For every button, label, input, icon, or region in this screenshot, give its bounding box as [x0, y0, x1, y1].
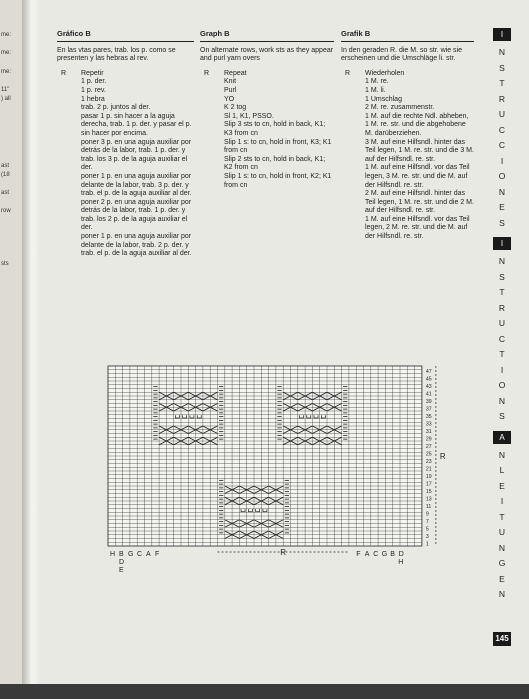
column-intro: In den geraden R. die M. so str. wie sie erscheinen und die Umschläge li. str. — [341, 46, 463, 63]
stitch-letter: D — [119, 559, 125, 566]
row-number: 37 — [425, 406, 432, 413]
row-number: 41 — [425, 391, 432, 398]
legend-step: 2 M. auf eine Hilfsndl. hinter das Teil legen, 1 M. re. str. und die 2 M. auf der Hilfsndl. re. str. — [365, 190, 474, 215]
symbol-legend — [341, 70, 474, 242]
legend-step: Knit — [224, 78, 237, 86]
row-number: 35 — [425, 414, 432, 421]
sidebar-letter: N — [498, 47, 506, 57]
scan-bottom-edge — [0, 684, 529, 699]
symbol-legend — [200, 70, 334, 190]
row-number: 39 — [425, 399, 432, 406]
sidebar-letter: U — [498, 109, 506, 119]
sidebar-highlight-letter: A — [493, 431, 511, 444]
sidebar-highlight-letter: I — [493, 237, 511, 250]
sidebar-letter: E — [499, 480, 505, 491]
sidebar-letter: I — [500, 364, 504, 375]
sidebar-letter: G — [498, 558, 506, 568]
sidebar-letter: I — [500, 496, 504, 506]
legend-step: 1 M. auf die rechte Ndl. abheben, 1 M. re. str. und die abgehobene M. darüberziehen. — [365, 112, 469, 137]
legend-steps — [365, 70, 474, 242]
language-sidebar — [493, 28, 511, 603]
sidebar-letter: N — [498, 449, 506, 460]
instructions-column-english — [200, 30, 334, 190]
legend-step: 1 Umschlag — [365, 95, 402, 103]
symbol-legend — [57, 70, 194, 259]
sidebar-letter: I — [500, 155, 504, 166]
instructions-column-german — [341, 30, 474, 242]
row-number: 45 — [425, 376, 432, 383]
stitch-letter: E — [119, 567, 124, 574]
legend-step: 1 hebra — [81, 95, 105, 103]
legend-step: Sl 1, K1, PSSO. — [224, 112, 274, 120]
column-intro: On alternate rows, work sts as they appear and purl yarn overs — [200, 46, 334, 63]
stitch-letter: A — [146, 551, 151, 558]
legend-step: 2 M. re. zusammenstr. — [365, 104, 435, 112]
row-label: R — [345, 69, 351, 77]
edge-text: ast — [1, 190, 10, 196]
stitch-letter: H — [398, 559, 404, 566]
row-number: 13 — [425, 496, 432, 503]
stitch-letter: F — [155, 551, 160, 558]
sidebar-letter: T — [499, 78, 505, 88]
repeat-label-right: R — [439, 452, 446, 461]
column-intro: En las vtas pares, trab. los p. como se presenten y las hebras al rev. — [57, 46, 176, 63]
book-gutter — [22, 0, 38, 699]
legend-steps — [224, 70, 334, 190]
legend-step: 1 M. auf eine Hilfsndl. vor das Teil legen, 2 M. re. str. und die M. auf der Hilfsndl. re. str. — [365, 215, 470, 241]
legend-step: 1 p. der. — [81, 78, 107, 86]
stitch-letter: A — [364, 551, 370, 558]
legend-step: 1 M. auf eine Hilfsndl. vor das Teil legen, 3 M. re. str. und die M. auf der Hilfsndl. re. str. — [365, 164, 470, 189]
row-number: 1 — [425, 541, 429, 548]
stitch-letter: G — [381, 551, 388, 558]
edge-text: (18 — [1, 172, 10, 178]
sidebar-letter: C — [498, 333, 506, 344]
sidebar-letter: U — [498, 527, 506, 537]
row-number: 23 — [425, 459, 432, 466]
legend-steps — [81, 70, 194, 259]
sidebar-letter: N — [498, 256, 506, 266]
legend-step: YO — [224, 95, 235, 103]
row-number: 33 — [425, 421, 432, 428]
previous-page-edge — [0, 0, 22, 699]
row-number: 17 — [425, 481, 432, 488]
sidebar-letter: E — [499, 202, 505, 212]
legend-step: 1 p. rev. — [81, 86, 106, 94]
repeat-label-bottom: R — [280, 548, 286, 557]
row-number: 29 — [425, 436, 432, 443]
legend-step: Slip 2 sts to cn, hold in back, K1; K2 from cn — [224, 155, 326, 172]
row-number: 11 — [425, 504, 432, 511]
stitch-letter: G — [128, 551, 134, 558]
row-number: 7 — [425, 519, 429, 526]
legend-step: poner 3 p. en una aguja auxiliar por detrás de la labor, trab. 1 p. der. y trab. los 3 p. de la aguja auxiliar el der. — [81, 138, 192, 172]
legend-step: trab. 2 p. juntos al der. — [81, 104, 151, 112]
legend-step: poner 1 p. en una aguja auxiliar por delante de la labor, trab. 2 p. der. y trab. el p. de la aguja auxiliar al der. — [81, 233, 192, 258]
row-number: 19 — [425, 474, 432, 481]
sidebar-letter: O — [498, 380, 506, 390]
row-number: 15 — [425, 489, 432, 496]
sidebar-letter: N — [498, 542, 506, 553]
sidebar-letter: N — [498, 186, 506, 197]
sidebar-letter: T — [499, 287, 505, 297]
legend-step: poner 1 p. en una aguja auxiliar por delante de la labor, trab. 3 p. der. y trab. el p. de la aguja auxiliar al der. — [81, 172, 192, 198]
stitch-letter: H — [110, 551, 116, 558]
legend-step: K 2 tog — [224, 104, 247, 112]
sidebar-letter: L — [499, 465, 505, 475]
sidebar-highlight-letter: I — [493, 28, 511, 41]
sidebar-letter: T — [499, 349, 505, 359]
sidebar-letter: S — [499, 271, 505, 282]
sidebar-letter: N — [498, 395, 506, 406]
sidebar-letter: E — [499, 573, 505, 584]
legend-step: Repeat — [224, 69, 247, 77]
sidebar-letter: S — [499, 217, 505, 228]
sidebar-letter: N — [498, 589, 506, 599]
edge-text: sts — [1, 261, 9, 267]
row-number: 47 — [425, 369, 432, 376]
page-number: 145 — [493, 632, 511, 646]
sidebar-letter: T — [499, 511, 505, 522]
sidebar-letter: S — [499, 62, 505, 73]
knitting-chart — [100, 360, 445, 595]
row-number: 21 — [425, 466, 432, 473]
instructions-column-spanish — [57, 30, 194, 259]
row-number: 3 — [425, 534, 429, 541]
legend-step: 1 M. li. — [365, 86, 386, 94]
stitch-letter: D — [398, 551, 404, 558]
row-number: 25 — [425, 451, 432, 458]
stitch-letter: B — [119, 551, 124, 558]
sidebar-letter: S — [499, 411, 505, 421]
legend-step: 3 M. auf eine Hilfsndl. hinter das Teil legen, 1 M. re. str. und die 3 M. auf der Hilfsndl. re. str. — [365, 138, 474, 163]
legend-step: Slip 3 sts to cn, hold in back, K1; K3 from cn — [224, 121, 326, 137]
column-title: Graph B — [200, 30, 334, 42]
row-number: 43 — [425, 384, 432, 391]
legend-step: Repetir — [81, 69, 104, 77]
edge-text: ast — [1, 163, 10, 169]
legend-step: Purl — [224, 86, 237, 94]
sidebar-letter: R — [498, 302, 506, 313]
legend-step: Slip 1 s: to cn, hold in front, K3; K1 from cn — [224, 138, 332, 155]
legend-step: 1 M. re. — [365, 78, 389, 86]
row-label: R — [61, 69, 67, 77]
edge-text: ) all — [1, 96, 11, 102]
edge-text: me: — [1, 50, 12, 56]
column-title: Grafik B — [341, 30, 474, 42]
stitch-letter: C — [137, 551, 143, 558]
legend-step: Wiederholen — [365, 69, 405, 77]
legend-step: poner 2 p. en una aguja auxiliar por detrás de la labor, trab. 1 p. der. y trab. los 2 p. de la aguja auxiliar el der. — [81, 198, 192, 232]
row-number: 9 — [425, 511, 429, 518]
row-number: 27 — [425, 444, 432, 451]
row-label: R — [204, 69, 210, 77]
edge-text: me: — [1, 32, 12, 38]
sidebar-letter: C — [498, 140, 506, 150]
stitch-letter: B — [390, 551, 395, 558]
stitch-letter: C — [373, 551, 379, 558]
stitch-letter: F — [356, 551, 361, 558]
legend-step: pasar 1 p. sin hacer a la aguja derecha, trab. 1 p. der. y pasar el p. sin hacer por encima. — [81, 112, 192, 137]
sidebar-letter: O — [498, 171, 506, 181]
legend-step: Slip 1 s: to cn, hold in front, K2; K1 from cn — [224, 172, 332, 189]
row-number: 5 — [425, 526, 429, 533]
row-number: 31 — [425, 429, 432, 436]
edge-text: me: — [1, 69, 12, 75]
sidebar-letter: C — [498, 124, 506, 135]
edge-text: 11" — [1, 87, 10, 93]
column-title: Gráfico B — [57, 30, 194, 42]
edge-text: row — [1, 208, 11, 214]
sidebar-letter: R — [498, 93, 506, 104]
sidebar-letter: U — [498, 318, 506, 328]
